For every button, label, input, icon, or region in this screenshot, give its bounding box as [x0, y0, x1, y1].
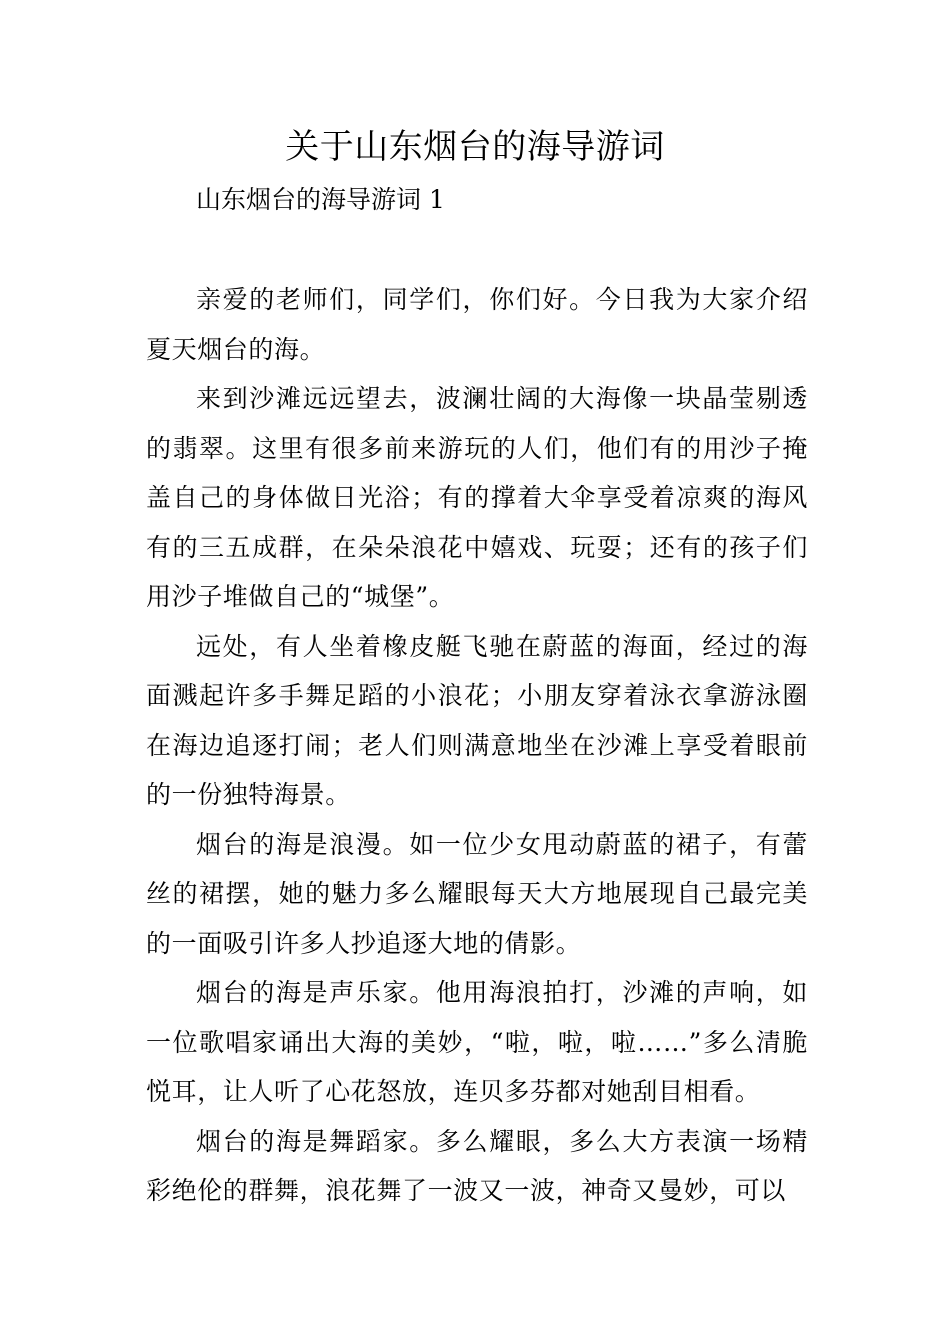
paragraph: 烟台的海是浪漫。如一位少女甩动蔚蓝的裙子，有蕾丝的裙摆，她的魅力多么耀眼每天大方地展现自己最完美的一面吸引许多人抄追逐大地的倩影。 — [146, 829, 808, 958]
paragraph: 亲爱的老师们，同学们，你们好。今日我为大家介绍夏天烟台的海。 — [146, 285, 808, 364]
document-subtitle: 山东烟台的海导游词 1 — [196, 185, 445, 214]
paragraph: 烟台的海是声乐家。他用海浪拍打，沙滩的声响，如一位歌唱家诵出大海的美妙，“啦，啦，啦……”多么清脆悦耳，让人听了心花怒放，连贝多芬都对她刮目相看。 — [146, 978, 808, 1106]
paragraph: 烟台的海是舞蹈家。多么耀眼，多么大方表演一场精彩绝伦的群舞，浪花舞了一波又一波，神奇又曼妙，可以 — [146, 1126, 808, 1205]
document-body — [146, 275, 808, 1216]
document-title: 关于山东烟台的海导游词 — [285, 127, 665, 167]
paragraph: 来到沙滩远远望去，波澜壮阔的大海像一块晶莹剔透的翡翠。这里有很多前来游玩的人们，他们有的用沙子掩盖自己的身体做日光浴；有的撑着大伞享受着凉爽的海风有的三五成群，在朵朵浪花中嬉戏、玩耍；还有的孩子们用沙子堆做自己的“城堡”。 — [146, 384, 808, 611]
paragraph: 远处，有人坐着橡皮艇飞驰在蔚蓝的海面，经过的海面溅起许多手舞足蹈的小浪花；小朋友穿着泳衣拿游泳圈在海边追逐打闹；老人们则满意地坐在沙滩上享受着眼前的一份独特海景。 — [146, 631, 808, 809]
